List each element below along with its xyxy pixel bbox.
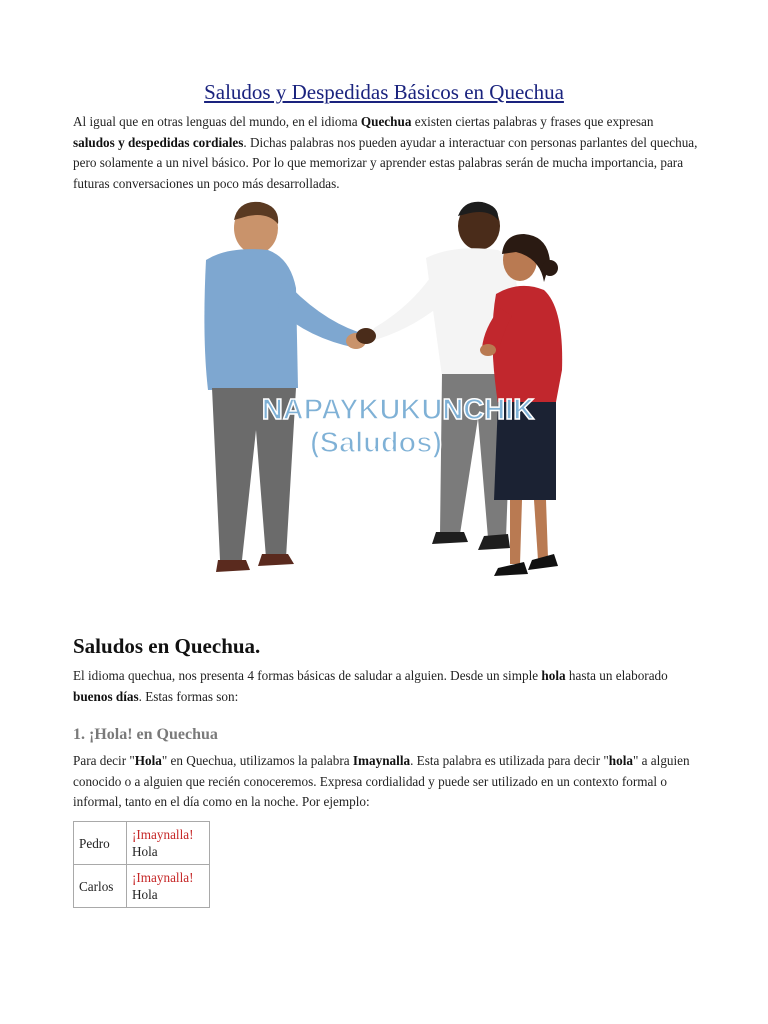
banner-line-1: NAPAYKUKUNCHIK — [261, 394, 535, 426]
section-text-1: El idioma quechua, nos presenta 4 formas básicas de saludar a alguien. Desde un simple — [73, 668, 542, 683]
sub-bold-hola-2: hola — [608, 753, 633, 768]
section-text-2: hasta un elaborado — [565, 668, 668, 683]
sub-text-2: " en Quechua, utilizamos la palabra — [161, 753, 353, 768]
man-blue-shirt-figure — [204, 202, 366, 572]
spanish-phrase: Hola — [132, 844, 158, 859]
table-row — [74, 822, 210, 865]
subsection-paragraph — [73, 751, 698, 813]
sub-text-4: " a alguien conocido o a alguien que recién conoceremos. Expresa cordialidad y puede ser utilizado en un contexto formal o informal, tanto en el día como en la noche. Por ejemplo: — [73, 753, 690, 809]
spanish-phrase: Hola — [132, 887, 158, 902]
intro-text-2: existen ciertas palabras y frases que expresan — [411, 114, 654, 129]
example-dialogue-table — [73, 821, 210, 908]
sub-red-imaynalla: Imaynalla — [352, 753, 411, 768]
intro-paragraph — [73, 112, 698, 194]
section-text-3: . Estas formas son: — [138, 688, 239, 704]
table-row — [74, 865, 210, 908]
intro-bold-quechua: Quechua — [360, 114, 412, 129]
intro-text-1: Al igual que en otras lenguas del mundo, en el idioma — [73, 114, 361, 129]
speaker-cell: Pedro — [74, 822, 127, 865]
quechua-phrase: ¡Imaynalla! — [132, 870, 194, 885]
man-white-shirt-figure — [356, 202, 518, 550]
intro-text-3: . Dichas palabras nos pueden ayudar a interactuar con personas parlantes del quechua, pero solamente a un nivel básico. Por lo que memorizar y aprender estas palabras serán de mucha importancia, para futuras conversaciones un poco más desarrolladas. — [73, 134, 698, 191]
sub-text-3: . Esta palabra es utilizada para decir " — [410, 753, 609, 768]
section-paragraph — [73, 666, 698, 707]
section-bold-hola: hola — [541, 668, 566, 683]
speaker-cell: Carlos — [74, 865, 127, 908]
subsection-heading-hola: 1. ¡Hola! en Quechua — [73, 726, 218, 743]
greeting-illustration — [198, 198, 573, 598]
sub-bold-hola: Hola — [134, 753, 162, 768]
sub-text-1: Para decir " — [73, 753, 135, 768]
phrase-cell — [127, 822, 210, 865]
quechua-phrase: ¡Imaynalla! — [132, 827, 194, 842]
section-heading-saludos: Saludos en Quechua. — [73, 634, 261, 658]
page-title[interactable]: Saludos y Despedidas Básicos en Quechua — [204, 80, 564, 104]
section-bold-buenos-dias: buenos días — [73, 688, 139, 704]
phrase-cell — [127, 865, 210, 908]
intro-bold-saludos: saludos y despedidas cordiales — [73, 134, 244, 150]
banner-line-2: (Saludos) — [309, 427, 443, 459]
